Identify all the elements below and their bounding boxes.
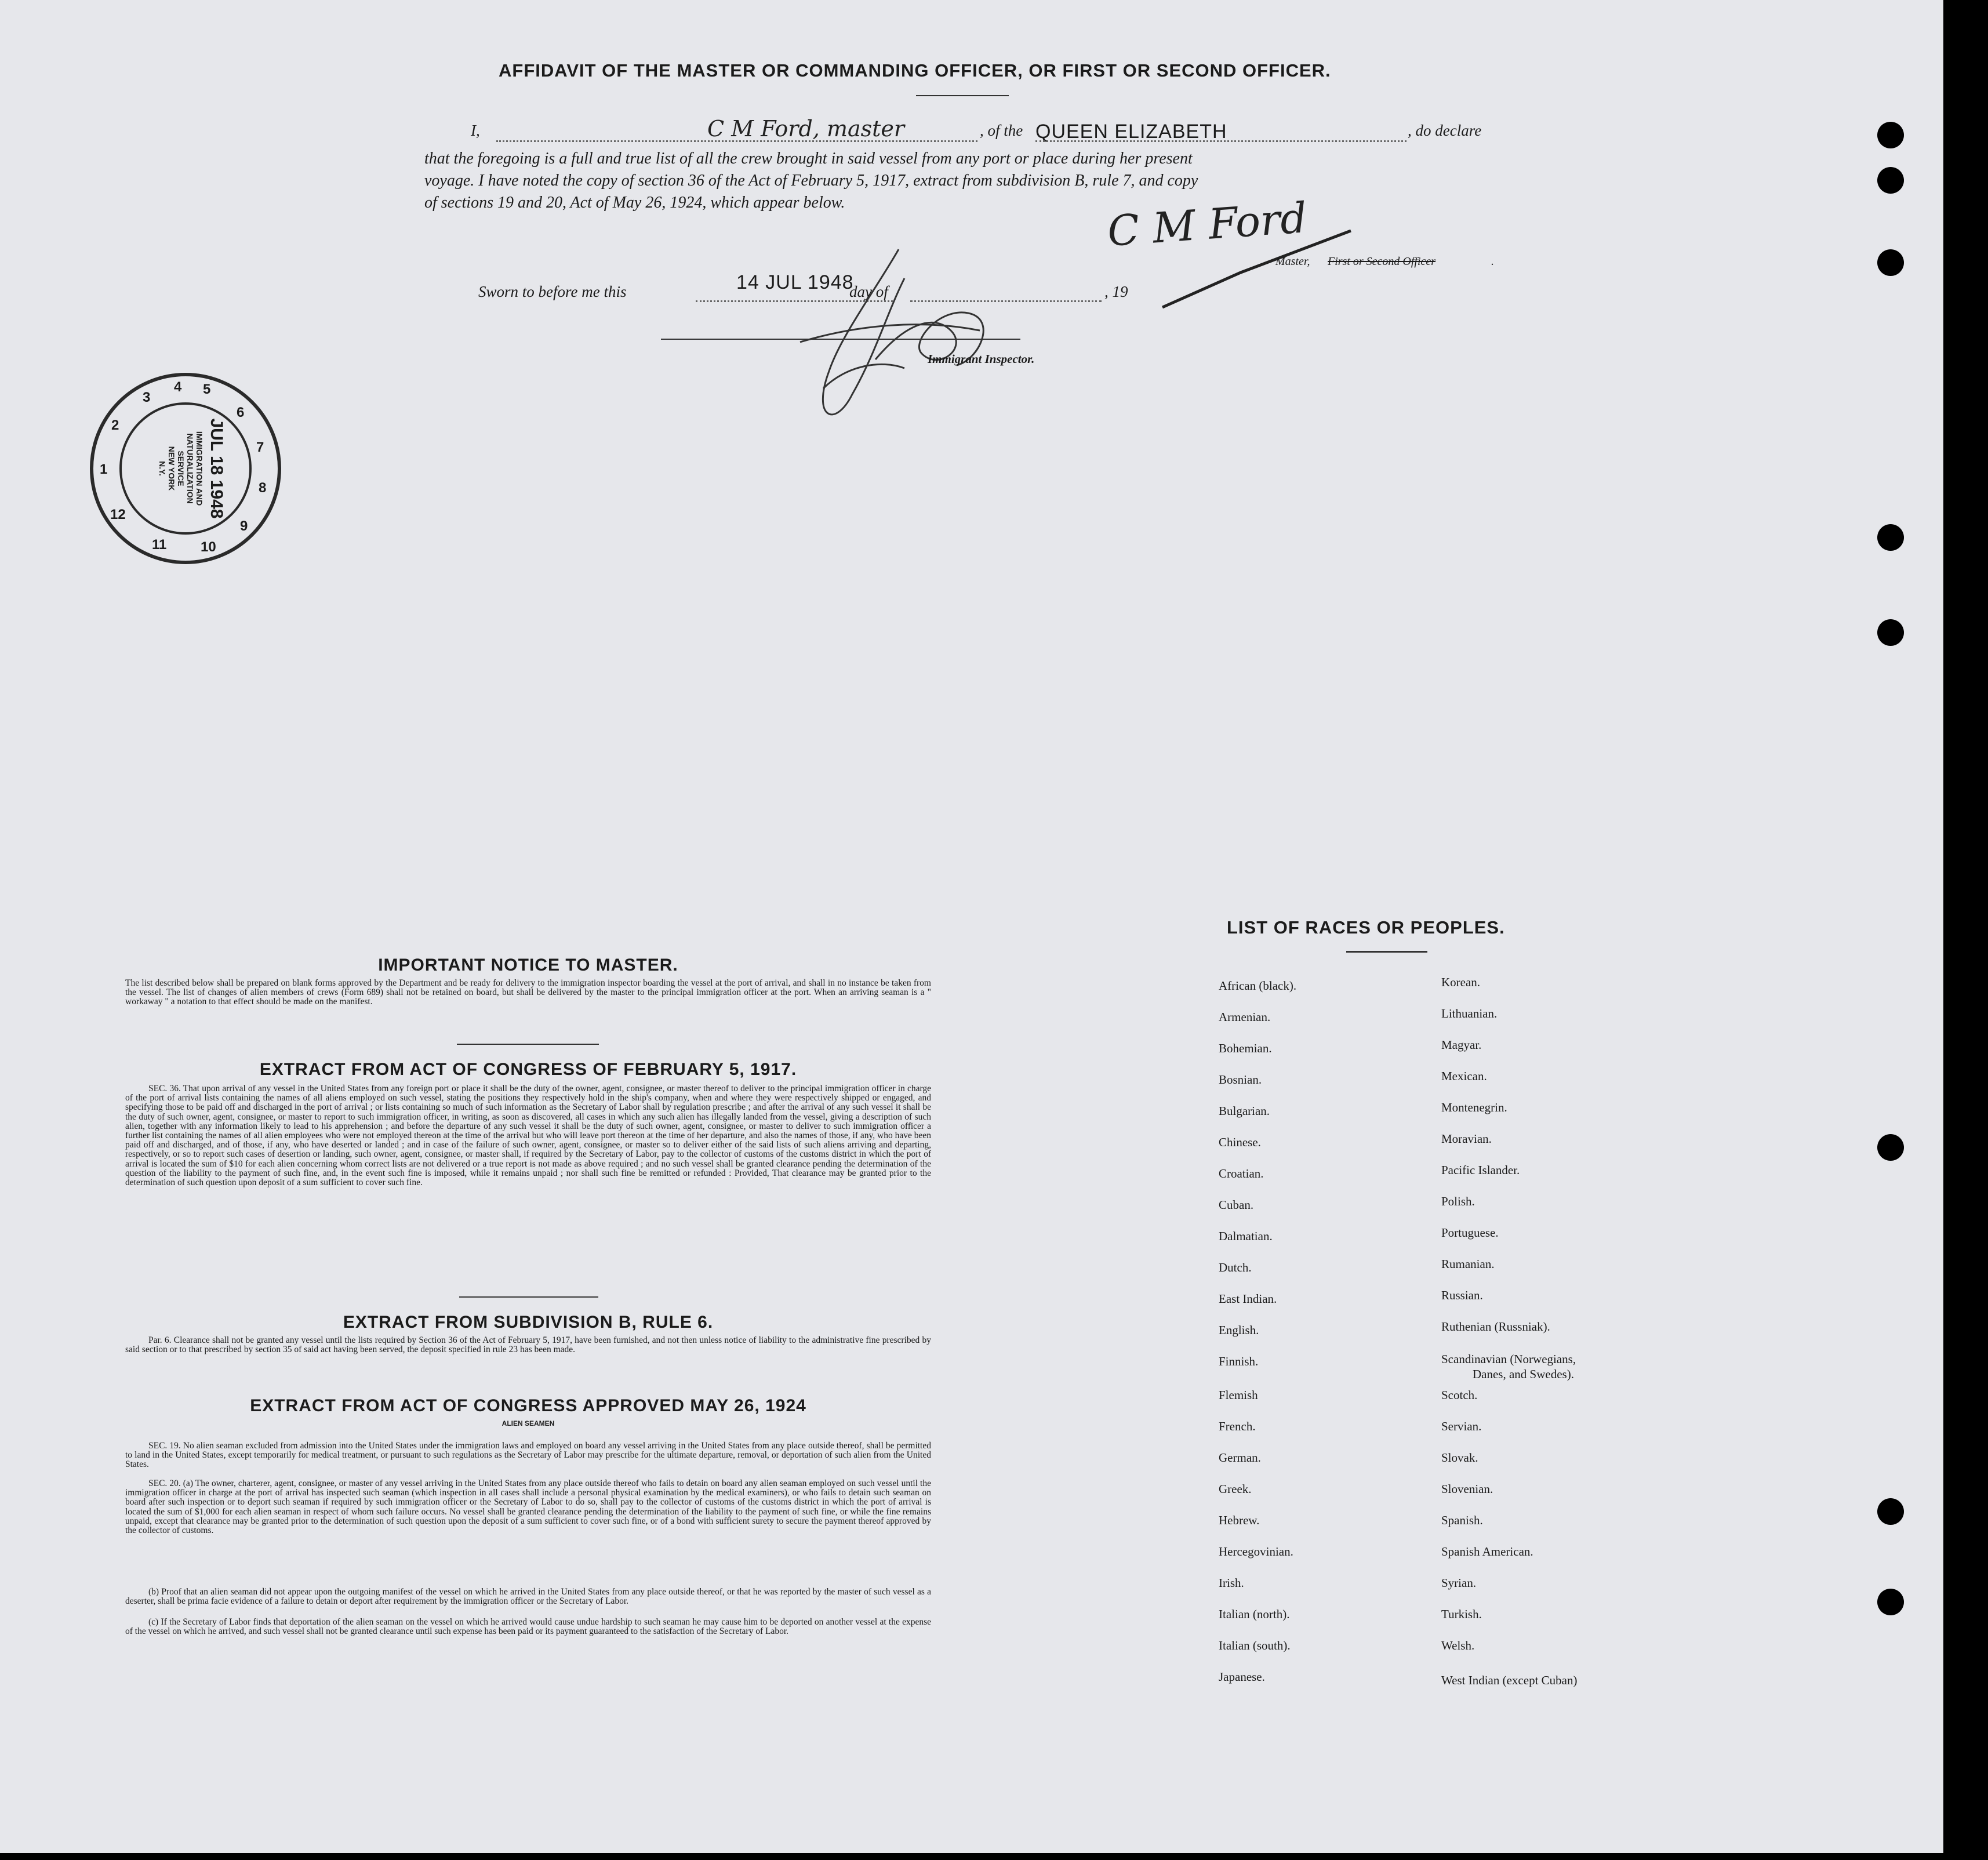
vessel-name: QUEEN ELIZABETH (1035, 121, 1227, 143)
race-item-left: Irish. (1219, 1576, 1244, 1590)
race-item-right: Welsh. (1441, 1639, 1475, 1652)
binding-hole (1877, 249, 1904, 276)
race-item-right: Slovak. (1441, 1451, 1478, 1465)
subdivision-b-text: Par. 6. Clearance shall not be granted any vessel until the lists required by Section 36 of the Act of February 5, 1917, have been furnished, and not then unless notice of liability to the administrative fine prescribed by said section or to that prescribed by section 35 of said act having been served, the deposit specified in rule 23 has been made. (125, 1335, 931, 1355)
race-item-left: Flemish (1219, 1388, 1258, 1402)
year-label: , 19 (1104, 283, 1128, 300)
master-signature: C M Ford (1106, 193, 1309, 256)
race-item-left: Croatian. (1219, 1167, 1264, 1180)
stamp-center (128, 406, 243, 531)
notice-title: IMPORTANT NOTICE TO MASTER. (378, 956, 678, 975)
stamp-ring-number: 7 (256, 439, 264, 455)
race-item-right: Servian. (1441, 1419, 1482, 1433)
section-divider (457, 1044, 599, 1045)
race-item-left: Dutch. (1219, 1260, 1252, 1274)
section-divider (459, 1296, 598, 1298)
race-item-left: Dalmatian. (1219, 1229, 1273, 1243)
stamp-ring-number: 3 (143, 390, 151, 405)
affidavit-line-3: voyage. I have noted the copy of section 36 of the Act of February 5, 1917, extract from subdivision B, rule 7, and copy (424, 172, 1198, 190)
sec-20c-text: (c) If the Secretary of Labor finds that deportation of the alien seaman on the vessel on which he arrived would cause undue hardship to such seaman he may cause him to be deported on another vessel at the expense of the vessel on which he arrived, and such vessel shall not be granted clearance until such expense has been paid or its payment guaranteed to the satisfaction of the Secretary of Labor. (125, 1617, 931, 1637)
race-item-right: West Indian (except Cuban) (1441, 1673, 1578, 1687)
subdivision-b-title: EXTRACT FROM SUBDIVISION B, RULE 6. (343, 1313, 714, 1332)
race-item-right: Korean. (1441, 975, 1481, 989)
race-item-left: Bosnian. (1219, 1073, 1262, 1087)
stamp-ring-number: 5 (203, 382, 211, 397)
stamp-date: JUL 18 1948 (207, 418, 226, 519)
race-item-right: Scotch. (1441, 1388, 1478, 1402)
race-item-left: Finnish. (1219, 1354, 1259, 1368)
master-name-handwritten: C M Ford, master (707, 116, 905, 141)
stamp-ring-number: 1 (100, 462, 108, 477)
inspector-label: Immigrant Inspector. (928, 352, 1035, 366)
do-declare-label: , do declare (1408, 122, 1482, 139)
race-item-left: French. (1219, 1419, 1256, 1433)
stamp-ring-number: 6 (237, 405, 245, 420)
race-item-right: Turkish. (1441, 1607, 1482, 1621)
race-item-right: Lithuanian. (1441, 1007, 1498, 1020)
race-item-right: Russian. (1441, 1288, 1483, 1302)
race-item-left: Italian (south). (1219, 1639, 1291, 1652)
master-label-end: . (1491, 255, 1494, 268)
of-the-label: , of the (980, 122, 1023, 139)
race-item-right: Scandinavian (Norwegians, (1441, 1352, 1576, 1366)
master-label: Master, (1275, 255, 1310, 268)
binding-hole (1877, 619, 1904, 646)
signature-flourish (1160, 226, 1357, 313)
races-title: LIST OF RACES OR PEOPLES. (1227, 917, 1505, 938)
race-item-right: Slovenian. (1441, 1482, 1493, 1496)
inspector-line (661, 339, 1020, 340)
race-item-left: Chinese. (1219, 1135, 1261, 1149)
race-item-right: Pacific Islander. (1441, 1163, 1520, 1177)
stamp-ring-number: 8 (259, 480, 267, 496)
binding-hole (1877, 1589, 1904, 1615)
extract-1924-title: EXTRACT FROM ACT OF CONGRESS APPROVED MAY 26, 1924 (250, 1396, 806, 1415)
affidavit-line-4: of sections 19 and 20, Act of May 26, 1924, which appear below. (424, 194, 845, 212)
extract-1924-subtitle: ALIEN SEAMEN (501, 1419, 555, 1427)
extract-1917-title: EXTRACT FROM ACT OF CONGRESS OF FEBRUARY 5, 1917. (259, 1060, 797, 1079)
notice-text: The list described below shall be prepared on blank forms approved by the Department and be ready for delivery to the immigration inspector boarding the vessel at the port of arrival, and shall in no instance be taken from the vessel. The list of changes of alien members of crews (Form 689) shall not be retained on board, but shall be delivered by the master to the principal immigration officer at the port. When an arriving seaman is a " workaway " a notation to that effect should be made on the manifest. (125, 978, 931, 1007)
extract-1917-text: SEC. 36. That upon arrival of any vessel in the United States from any foreign port or place it shall be the duty of the owner, agent, consignee, or master thereof to deliver to the principal immigration officer in charge of the port of arrival lists containing the names of all aliens employed on such vessel, stating the positions they respectively hold in the ship's company, when and where they were respectively shipped or engaged, and specifying those to be paid off and discharged in the port of arrival ; or lists containing so much of such information as the Secretary of Labor shall by regulation prescribe ; and after the arrival of any such vessel it shall be the duty of such owner, agent, consignee, or master to report to such immigration officer, in writing, as soon as discovered, all cases in which any such alien has illegally landed from the vessel, giving a description of such alien, together with any information likely to lead to his apprehension ; and before the departure of any such vessel it shall be the duty of such owner, agent, consignee, or master to deliver to such immigration officer a further list containing the names of all alien employees who were not employed thereon at the time of the arrival but who will leave port thereon at the time of her departure, and also the names of those, if any, who have been paid off and discharged, and of those, if any, who have deserted or landed ; and in case of the failure of such owner, agent, consignee, or master so to deliver either of the said lists of such aliens arriving and departing, respectively, or so to report such cases of desertion or landing, such owner, agent, consignee, or master shall, if required by the Secretary of Labor, pay to the collector of customs of the customs district in which the port of arrival is located the sum of $10 for each alien concerning whom correct lists are not delivered or a true report is not made as above required ; and no such vessel shall be granted clearance pending the determination of the question of the liability to the payment of such fine, and, in the event such fine is imposed, while it remains unpaid ; nor shall such fine be remitted or refunded : Provided, That clearance may be granted prior to the determination of such question upon deposit of a sum sufficient to cover such fine. (125, 1084, 931, 1188)
stamp-ring-number: 9 (240, 518, 248, 534)
race-item-left: English. (1219, 1323, 1259, 1337)
race-item-left: East Indian. (1219, 1292, 1277, 1306)
race-item-right: Spanish American. (1441, 1545, 1533, 1559)
race-item-left: German. (1219, 1451, 1261, 1465)
race-item-right: Syrian. (1441, 1576, 1477, 1590)
binding-hole (1877, 167, 1904, 194)
race-item-left: Hercegovinian. (1219, 1545, 1293, 1559)
immigration-date-stamp (87, 370, 284, 567)
title-underline (916, 95, 1009, 96)
race-item-right: Rumanian. (1441, 1257, 1495, 1271)
stamp-agency-line: NEW YORK (167, 446, 176, 491)
race-item-left: Bohemian. (1219, 1041, 1272, 1055)
affidavit-line-2: that the foregoing is a full and true list of all the crew brought in said vessel from any port or place during her present (424, 150, 1193, 168)
race-item-left: Greek. (1219, 1482, 1252, 1496)
race-item-left: Bulgarian. (1219, 1104, 1270, 1118)
binding-hole (1877, 524, 1904, 551)
stamp-ring-number: 4 (174, 379, 182, 395)
race-item-right: Mexican. (1441, 1069, 1487, 1083)
race-item-right: Portuguese. (1441, 1226, 1499, 1240)
race-item-left: Japanese. (1219, 1670, 1265, 1684)
race-item-right: Moravian. (1441, 1132, 1492, 1146)
stamp-agency-line: N.Y. (158, 461, 167, 476)
stamp-ring-number: 2 (111, 417, 119, 433)
sec-20a-text: SEC. 20. (a) The owner, charterer, agent, consignee, or master of any vessel arriving in the United States from any place outside thereof who fails to detain on board any alien seaman employed on such vessel until the immigration officer in charge at the port of arrival has inspected such seaman (which inspection in all cases shall include a personal physical examination by the medical examiners), or who fails to detain such seaman on board after such inspection or to deport such seaman if required by such immigration officer or the Secretary of Labor to do so, shall pay to the collector of customs of the customs district in which the port of arrival is located the sum of $1,000 for each alien seaman in respect of whom such failure occurs. No vessel shall be granted clearance pending the determination of the liability to the payment of such fine, or while the fine remains unpaid, except that clearance may be granted prior to the determination of such question upon the deposit of a sum sufficient to cover such fine, or of a bond with sufficient surety to secure the payment thereof approved by the collector of customs. (125, 1478, 931, 1536)
vessel-line (1035, 140, 1406, 142)
binding-hole (1877, 1498, 1904, 1525)
race-item-continuation: Danes, and Swedes). (1473, 1367, 1574, 1381)
stamp-ring-number: 12 (110, 507, 126, 522)
race-item-left: Armenian. (1219, 1010, 1271, 1024)
sec-19-text: SEC. 19. No alien seaman excluded from admission into the United States under the immigration laws and employed on board any vessel arriving in the United States from any place outside thereof, shall be permitted to land in the United States, except temporarily for medical treatment, or pursuant to such regulations as the Secretary of Labor may prescribe for the ultimate departure, removal, or deportation of such alien from the United States. (125, 1441, 931, 1470)
race-item-left: Cuban. (1219, 1198, 1254, 1212)
sec-20b-text: (b) Proof that an alien seaman did not appear upon the outgoing manifest of the vessel on which he arrived in the United States from any place outside thereof, or that he was reported by the master of such vessel as a deserter, shall be prima facie evidence of a failure to detain or deport after requirement by the immigration officer or the Secretary of Labor. (125, 1587, 931, 1607)
race-item-left: Hebrew. (1219, 1513, 1260, 1527)
stamp-agency-line: SERVICE (176, 451, 186, 486)
race-item-right: Magyar. (1441, 1038, 1482, 1052)
race-item-left: Italian (north). (1219, 1607, 1290, 1621)
binding-hole (1877, 122, 1904, 148)
day-of-label: day of (849, 283, 888, 300)
affidavit-title: AFFIDAVIT OF THE MASTER OR COMMANDING OFFICER, OR FIRST OR SECOND OFFICER. (499, 60, 1331, 81)
binding-hole (1877, 1134, 1904, 1161)
races-underline (1346, 951, 1427, 953)
sworn-label: Sworn to before me this (478, 283, 627, 300)
stamp-ring-number: 10 (201, 539, 216, 555)
race-item-right: Ruthenian (Russniak). (1441, 1320, 1550, 1334)
stamp-agency-line: IMMIGRATION AND (195, 431, 204, 506)
race-item-right: Spanish. (1441, 1513, 1483, 1527)
affidavit-i: I, (471, 122, 480, 139)
race-item-right: Polish. (1441, 1194, 1475, 1208)
stamp-ring-number: 11 (152, 537, 167, 553)
struck-officer-label: First or Second Officer (1328, 255, 1436, 268)
race-item-left: African (black). (1219, 979, 1297, 993)
stamp-agency-line: NATURALIZATION (186, 433, 195, 504)
race-item-right: Montenegrin. (1441, 1100, 1507, 1114)
sworn-date-stamp: 14 JUL 1948 (736, 271, 854, 293)
